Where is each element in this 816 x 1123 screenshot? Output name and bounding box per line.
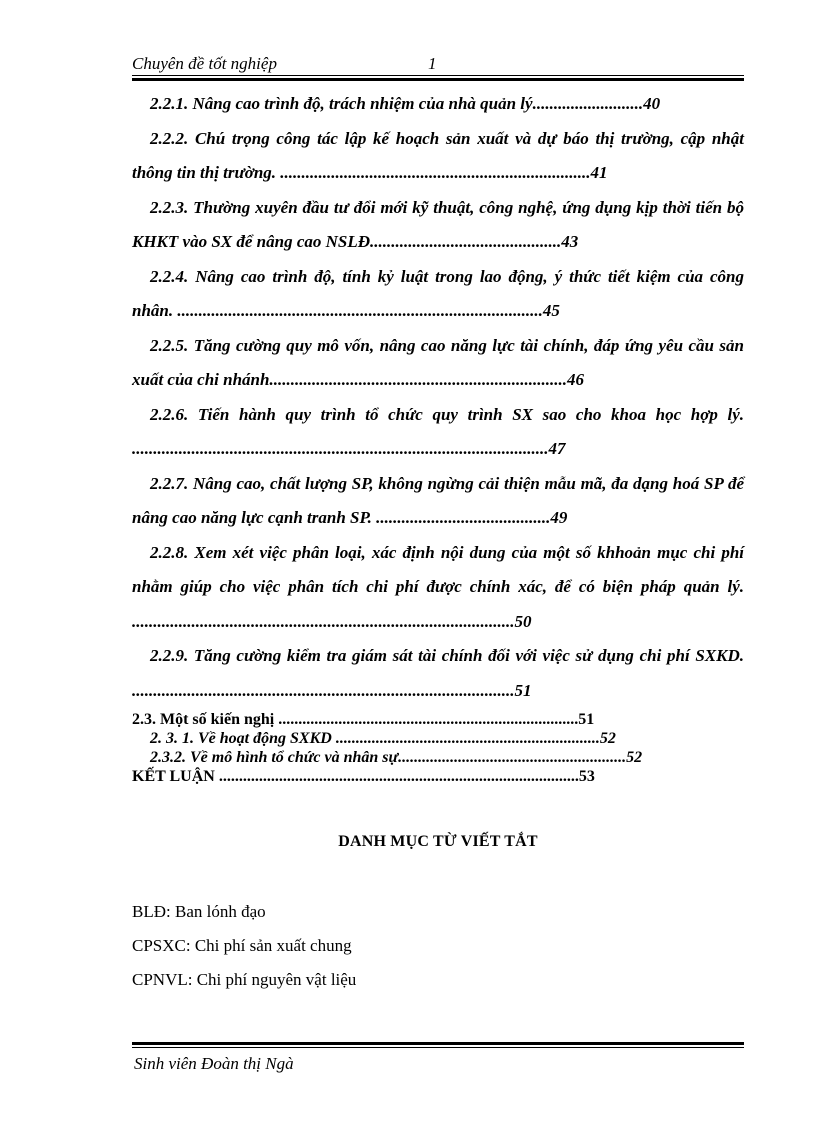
- toc-section-text: 2.3.2. Về mô hình tổ chức và nhân sự.........................................................: [150, 749, 627, 766]
- toc-entry-page: 49: [550, 508, 568, 527]
- toc-entry-text: 2.2.1. Nâng cao trình độ, trách nhiệm của nhà quản lý..........................: [150, 94, 644, 113]
- toc-entry-page: 40: [643, 94, 661, 113]
- toc-section-page: 52: [626, 749, 643, 766]
- abbreviation-meaning: Chi phí nguyên vật liệu: [196, 970, 357, 989]
- toc-section-page: 52: [599, 730, 616, 747]
- toc-entry-text: 2.2.3. Thường xuyên đầu tư đổi mới kỹ thuật, công nghệ, ứng dụng kịp thời tiến bộ KHKT vào SX để nâng cao NSLĐ.............................................: [132, 197, 744, 251]
- toc-entry: [132, 467, 744, 536]
- toc-section-entry: [132, 729, 744, 748]
- header-rule-thick: [132, 78, 744, 81]
- toc-section-page: 53: [578, 768, 595, 785]
- abbreviation-code: CPSXC:: [132, 936, 191, 955]
- toc-entry: [132, 191, 744, 260]
- toc-entry: [132, 122, 744, 191]
- page-number: 1: [428, 54, 437, 73]
- abbreviation-item: [132, 970, 356, 990]
- toc-section-page: 51: [578, 711, 595, 728]
- abbreviation-item: [132, 902, 266, 922]
- footer-author: Sinh viên Đoàn thị Ngà: [134, 1054, 294, 1073]
- toc-entry-page: 43: [561, 232, 579, 251]
- toc-entry-page: 46: [566, 370, 584, 389]
- header-rule-thin: [132, 75, 744, 76]
- toc-section-text: 2. 3. 1. Về hoạt động SXKD ..................................................................: [150, 730, 600, 747]
- footer-rule-thin: [132, 1047, 744, 1048]
- toc-entry: [132, 87, 744, 122]
- header-title: Chuyên đề tốt nghiệp: [132, 54, 277, 73]
- abbreviation-code: BLĐ:: [132, 902, 171, 921]
- toc-entry-page: 41: [590, 163, 608, 182]
- toc-entry-text: 2.2.5. Tăng cường quy mô vốn, nâng cao năng lực tài chính, đáp ứng yêu cầu sản xuất của chi nhánh......................................................................: [132, 335, 744, 389]
- toc-entry: [132, 639, 744, 708]
- toc-entry-text: 2.2.8. Xem xét việc phân loại, xác định nội dung của một số khhoản mục chi phí nhằm giúp cho việc phân tích chi phí được chính xác, để có biện pháp quản lý. ..........................................................................................: [132, 542, 744, 631]
- toc-entry-text: 2.2.9. Tăng cường kiểm tra giám sát tài chính đối với việc sử dụng chi phí SXKD. ..........................................................................................: [132, 646, 744, 700]
- toc-entry-page: 51: [514, 680, 532, 700]
- toc-entry-page: 50: [514, 611, 532, 631]
- abbreviation-meaning: Ban lónh đạo: [174, 902, 266, 921]
- toc-section-list: [132, 710, 744, 786]
- toc-entry: [132, 329, 744, 398]
- abbreviation-meaning: Chi phí sản xuất chung: [194, 936, 352, 955]
- toc-entry: [132, 536, 744, 640]
- toc-entry-text: 2.2.7. Nâng cao, chất lượng SP, không ngừng cải thiện mẫu mã, đa dạng hoá SP để nâng cao năng lực cạnh tranh SP. .........................................: [132, 473, 744, 527]
- toc-entry-text: 2.2.4. Nâng cao trình độ, tính kỷ luật trong lao động, ý thức tiết kiệm của công nhân. ......................................................................................: [132, 266, 744, 320]
- toc-section-entry: [132, 767, 744, 786]
- abbreviations-title: DANH MỤC TỪ VIẾT TẮT: [338, 833, 538, 850]
- toc-entry-page: 47: [548, 439, 566, 458]
- toc-entry-text: 2.2.6. Tiến hành quy trình tổ chức quy trình SX sao cho khoa học hợp lý. ..................................................................................................: [132, 404, 744, 458]
- toc-entry: [132, 260, 744, 329]
- toc-entry-page: 45: [542, 301, 560, 320]
- footer-rule-thick: [132, 1042, 744, 1045]
- toc-entry-text: 2.2.2. Chú trọng công tác lập kế hoạch sản xuất và dự báo thị trường, cập nhật thông tin thị trường. .........................................................................: [132, 128, 744, 182]
- toc-section-text: 2.3. Một số kiến nghị ...........................................................................: [132, 711, 579, 728]
- toc-entry: [132, 398, 744, 467]
- toc-section-text: KẾT LUẬN ..........................................................................................: [132, 768, 579, 785]
- toc-section-entry: [132, 748, 744, 767]
- abbreviation-code: CPNVL:: [132, 970, 193, 989]
- toc-section-entry: [132, 710, 744, 729]
- toc-subsection-list: [132, 87, 744, 708]
- abbreviation-item: [132, 936, 352, 956]
